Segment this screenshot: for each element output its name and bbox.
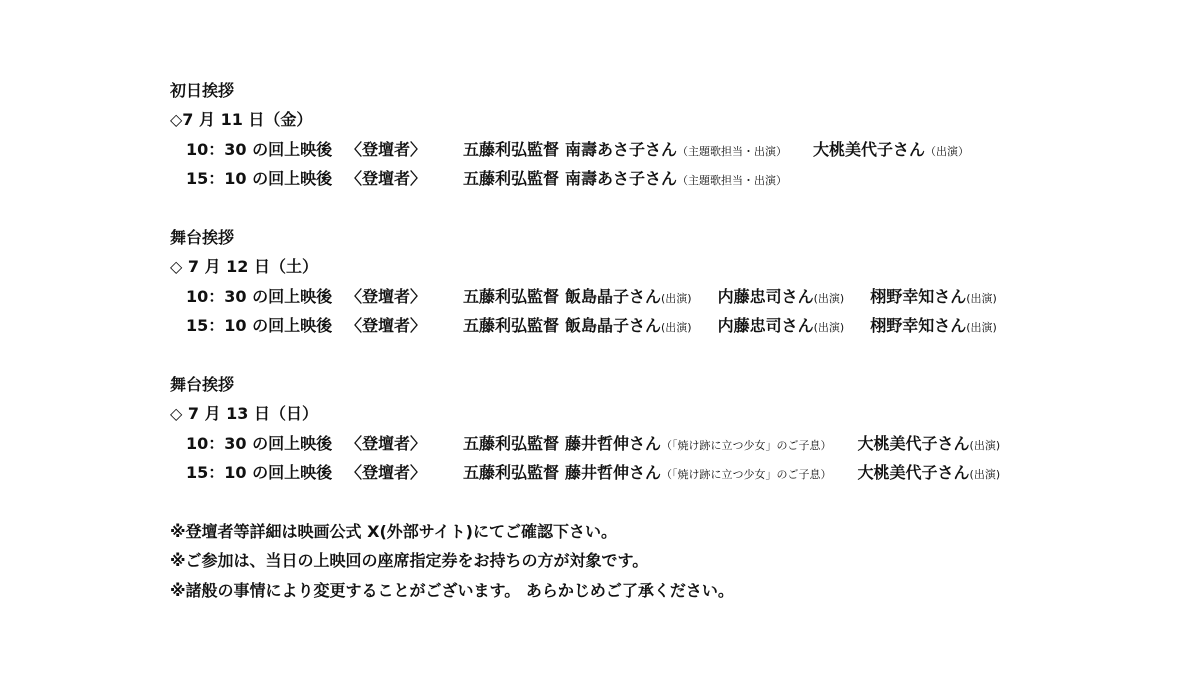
schedule-row — [170, 135, 1170, 164]
section-title: 舞台挨拶 — [170, 227, 235, 247]
schedule-row — [170, 311, 1170, 340]
schedule-row — [170, 429, 1170, 458]
guest-name: 栩野幸知さん — [870, 286, 967, 306]
guest-name: 飯島晶子さん — [565, 316, 662, 336]
speaker-label: 〈登壇者〉 — [346, 433, 427, 453]
guest-note: (出演) — [966, 291, 997, 305]
guest-name: 藤井哲伸さん — [565, 433, 662, 453]
section-stage-greeting-12 — [170, 223, 1170, 341]
director-name: 五藤利弘監督 — [463, 286, 560, 306]
section-stage-greeting-13 — [170, 370, 1170, 488]
guest-name: 内藤忠司さん — [717, 316, 814, 336]
screening-time: 15：10 の回上映後 — [186, 316, 333, 336]
guest-name: 大桃美代子さん — [857, 463, 970, 483]
note-eligibility: ※ご参加は、当日の上映回の座席指定券をお持ちの方が対象です。 — [170, 551, 649, 571]
guest-note: (出演) — [813, 291, 845, 305]
schedule-row — [170, 458, 1170, 487]
guest-note: （主題歌担当・出演） — [677, 144, 788, 158]
director-name: 五藤利弘監督 — [463, 169, 560, 189]
note-details: ※登壇者等詳細は映画公式 X(外部サイト)にてご確認下さい。 — [170, 521, 617, 541]
guest-note: (出演) — [661, 291, 692, 305]
guest-name: 大桃美代子さん — [857, 433, 970, 453]
guest-name: 南壽あさ子さん — [565, 139, 678, 159]
director-name: 五藤利弘監督 — [463, 139, 560, 159]
guest-note: (出演) — [661, 321, 692, 335]
screening-time: 15：10 の回上映後 — [186, 169, 333, 189]
guest-note: （「焼け跡に立つ少女」のご子息） — [661, 438, 832, 452]
guest-name: 飯島晶子さん — [565, 286, 662, 306]
guest-name: 南壽あさ子さん — [565, 169, 678, 189]
guest-note: （主題歌担当・出演） — [677, 174, 788, 188]
guest-note: (出演) — [969, 468, 1001, 482]
section-date: ◇7 月 11 日（金） — [170, 110, 313, 130]
director-name: 五藤利弘監督 — [463, 463, 560, 483]
speaker-label: 〈登壇者〉 — [346, 286, 427, 306]
speaker-label: 〈登壇者〉 — [346, 463, 427, 483]
guest-name: 内藤忠司さん — [717, 286, 814, 306]
notes — [170, 517, 1170, 605]
screening-time: 10：30 の回上映後 — [186, 433, 333, 453]
note-changes: ※諸般の事情により変更することがございます。 あらかじめご了承ください。 — [170, 580, 734, 600]
guest-name: 藤井哲伸さん — [565, 463, 662, 483]
section-opening-day — [170, 76, 1170, 194]
guest-note: (出演) — [813, 321, 845, 335]
section-date: ◇ 7 月 13 日（日） — [170, 404, 318, 424]
speaker-label: 〈登壇者〉 — [346, 139, 427, 159]
section-date: ◇ 7 月 12 日（土） — [170, 257, 318, 277]
screening-time: 15：10 の回上映後 — [186, 463, 333, 483]
speaker-label: 〈登壇者〉 — [346, 316, 427, 336]
guest-name: 大桃美代子さん — [813, 139, 926, 159]
section-title: 初日挨拶 — [170, 81, 235, 100]
director-name: 五藤利弘監督 — [463, 433, 560, 453]
schedule-row — [170, 282, 1170, 311]
section-title: 舞台挨拶 — [170, 374, 235, 394]
guest-note: (出演) — [969, 438, 1001, 452]
screening-time: 10：30 の回上映後 — [186, 286, 333, 306]
guest-note: (出演) — [966, 321, 997, 335]
screening-time: 10：30 の回上映後 — [186, 139, 333, 159]
speaker-label: 〈登壇者〉 — [346, 169, 427, 189]
director-name: 五藤利弘監督 — [463, 316, 560, 336]
guest-note: （出演） — [925, 144, 970, 158]
schedule-row — [170, 164, 1170, 193]
guest-name: 栩野幸知さん — [870, 316, 967, 336]
guest-note: （「焼け跡に立つ少女」のご子息） — [661, 468, 832, 482]
event-document — [170, 76, 1170, 605]
